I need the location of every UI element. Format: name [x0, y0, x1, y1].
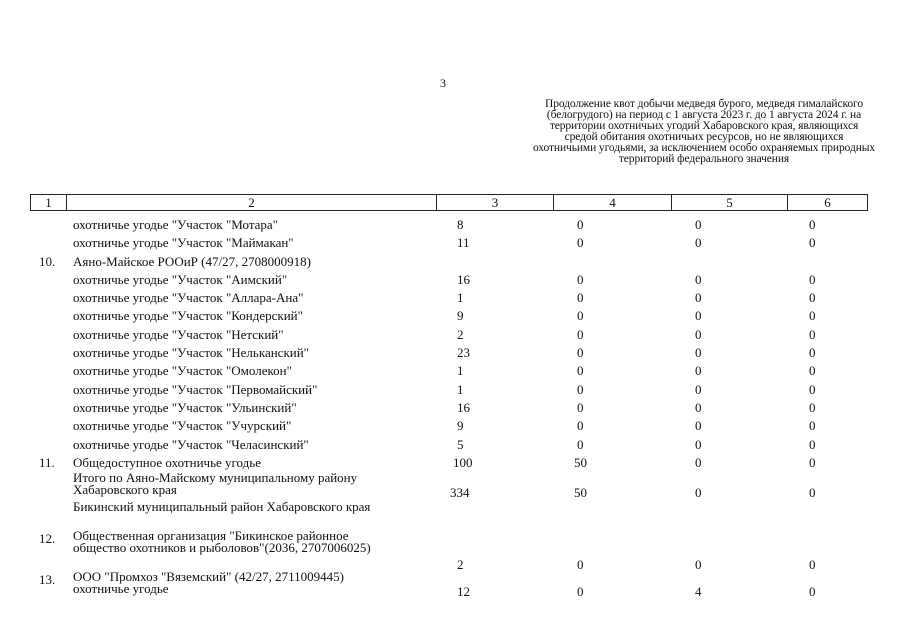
- row-name: охотничье угодье "Участок "Омолекон": [73, 363, 292, 379]
- header-col-1: 1: [31, 195, 67, 210]
- cell-col-6: 0: [809, 454, 816, 470]
- cell-col-3: 2: [457, 557, 464, 573]
- row-name: охотничье угодье "Участок "Кондерский": [73, 308, 303, 324]
- header-col-4: 4: [554, 195, 672, 210]
- cell-col-5: 4: [695, 584, 702, 600]
- cell-col-4: 0: [577, 363, 584, 379]
- row-name: охотничье угодье "Участок "Челасинский": [73, 436, 309, 452]
- cell-col-4: 0: [577, 290, 584, 306]
- row-name: охотничье угодье "Участок "Мотара": [73, 217, 279, 232]
- row-name: Итого по Аяно-Майскому муниципальному району Хабаровского края: [73, 470, 358, 498]
- cell-col-6: 0: [809, 399, 816, 415]
- cell-col-4: 0: [577, 557, 584, 573]
- table-row: [0, 381, 906, 399]
- table-row: [0, 417, 906, 435]
- row-name: ООО "Промхоз "Вяземский" (42/27, 2711009445) охотничье угодье: [73, 569, 344, 597]
- table-row: [0, 326, 906, 344]
- table-row: [0, 344, 906, 362]
- cell-col-5: 0: [695, 326, 702, 342]
- table-row: [0, 216, 906, 234]
- header-col-5: 5: [672, 195, 788, 210]
- cell-col-5: 0: [695, 399, 702, 415]
- cell-col-5: 0: [695, 308, 702, 324]
- cell-col-5: 0: [695, 290, 702, 306]
- table-row: [0, 436, 906, 454]
- cell-col-5: 0: [695, 345, 702, 361]
- cell-col-4: 0: [577, 217, 584, 232]
- cell-col-5: 0: [695, 418, 702, 434]
- row-name: охотничье угодье "Участок "Ульинский": [73, 399, 297, 415]
- table-body: [0, 216, 906, 600]
- row-name: охотничье угодье "Участок "Маймакан": [73, 235, 294, 251]
- row-number: 10.: [39, 253, 56, 269]
- table-row: [0, 501, 906, 530]
- row-name: охотничье угодье "Участок "Аимский": [73, 271, 288, 287]
- cell-col-3: 16: [457, 271, 470, 287]
- cell-col-3: 5: [457, 436, 464, 452]
- cell-col-6: 0: [809, 363, 816, 379]
- cell-col-6: 0: [809, 290, 816, 306]
- row-name: Общедоступное охотничье угодье: [73, 454, 261, 470]
- cell-col-5: 0: [695, 436, 702, 452]
- row-name: охотничье угодье "Участок "Учурский": [73, 418, 292, 434]
- table-row: [0, 289, 906, 307]
- row-name: охотничье угодье "Участок "Нельканский": [73, 345, 309, 361]
- cell-col-6: 0: [809, 326, 816, 342]
- cell-col-3: 23: [457, 345, 470, 361]
- cell-col-4: 0: [577, 271, 584, 287]
- table-row: [0, 571, 906, 600]
- cell-col-6: 0: [809, 436, 816, 452]
- cell-col-5: 0: [695, 557, 702, 573]
- cell-col-6: 0: [809, 381, 816, 397]
- cell-col-3: 1: [457, 381, 464, 397]
- cell-col-6: 0: [809, 235, 816, 251]
- cell-col-4: 50: [574, 454, 587, 470]
- row-name: Бикинский муниципальный район Хабаровского края: [73, 499, 371, 515]
- cell-col-3: 16: [457, 399, 470, 415]
- page-number: 3: [440, 76, 446, 90]
- cell-col-4: 0: [577, 381, 584, 397]
- row-number: 13.: [39, 572, 56, 588]
- row-name: охотничье угодье "Участок "Первомайский": [73, 381, 318, 397]
- cell-col-4: 0: [577, 399, 584, 415]
- cell-col-6: 0: [809, 308, 816, 324]
- cell-col-3: 8: [457, 217, 464, 232]
- cell-col-5: 0: [695, 235, 702, 251]
- cell-col-6: 0: [809, 557, 816, 573]
- table-row: [0, 307, 906, 325]
- cell-col-4: 0: [577, 345, 584, 361]
- table-header: [30, 194, 868, 211]
- table-caption: Продолжение квот добычи медведя бурого, медведя гималайского (белогрудого) на период с 1 августа 2023 г. до 1 августа 2024 г. на территории охотничьих угодий Хабаровского края, являющихся средой обитания охотничьих ресурсов, но не являющихся охотничьими угодьями, за исключением особо охраняемых природных территорий федерального значения: [532, 98, 876, 165]
- cell-col-6: 0: [809, 418, 816, 434]
- cell-col-5: 0: [695, 271, 702, 287]
- cell-col-3: 334: [450, 485, 470, 501]
- cell-col-4: 0: [577, 235, 584, 251]
- cell-col-4: 0: [577, 584, 584, 600]
- table-row: [0, 362, 906, 380]
- cell-col-5: 0: [695, 381, 702, 397]
- table-row: [0, 253, 906, 271]
- cell-col-3: 100: [453, 454, 473, 470]
- header-col-6: 6: [824, 194, 831, 210]
- cell-col-3: 12: [457, 584, 470, 600]
- cell-col-4: 0: [577, 308, 584, 324]
- header-col-3: 3: [437, 195, 554, 210]
- cell-col-6: 0: [809, 584, 816, 600]
- cell-col-5: 0: [695, 454, 702, 470]
- cell-col-4: 50: [574, 485, 587, 501]
- row-name: охотничье угодье "Участок "Аллара-Ана": [73, 290, 304, 306]
- cell-col-6: 0: [809, 217, 816, 232]
- cell-col-3: 9: [457, 418, 464, 434]
- table-row: [0, 271, 906, 289]
- table-row: [0, 472, 906, 501]
- row-number: 11.: [39, 454, 55, 470]
- row-name: охотничье угодье "Участок "Нетский": [73, 326, 284, 342]
- cell-col-6: 0: [809, 345, 816, 361]
- cell-col-3: 11: [457, 235, 470, 251]
- row-name: Аяно-Майское РООиР (47/27, 2708000918): [73, 253, 311, 269]
- row-number: 12.: [39, 531, 56, 547]
- header-col-2: 2: [67, 195, 437, 210]
- cell-col-6: 0: [809, 485, 816, 501]
- cell-col-5: 0: [695, 217, 702, 232]
- cell-col-6: 0: [809, 271, 816, 287]
- cell-col-3: 1: [457, 363, 464, 379]
- cell-col-4: 0: [577, 326, 584, 342]
- table-row: [0, 234, 906, 252]
- cell-col-4: 0: [577, 436, 584, 452]
- row-name: Общественная организация "Бикинское районное общество охотников и рыболовов"(2036, 2707006025): [73, 528, 371, 556]
- cell-col-3: 9: [457, 308, 464, 324]
- table-row: [0, 530, 906, 571]
- table-row: [0, 399, 906, 417]
- cell-col-3: 1: [457, 290, 464, 306]
- cell-col-3: 2: [457, 326, 464, 342]
- cell-col-4: 0: [577, 418, 584, 434]
- cell-col-5: 0: [695, 363, 702, 379]
- cell-col-5: 0: [695, 485, 702, 501]
